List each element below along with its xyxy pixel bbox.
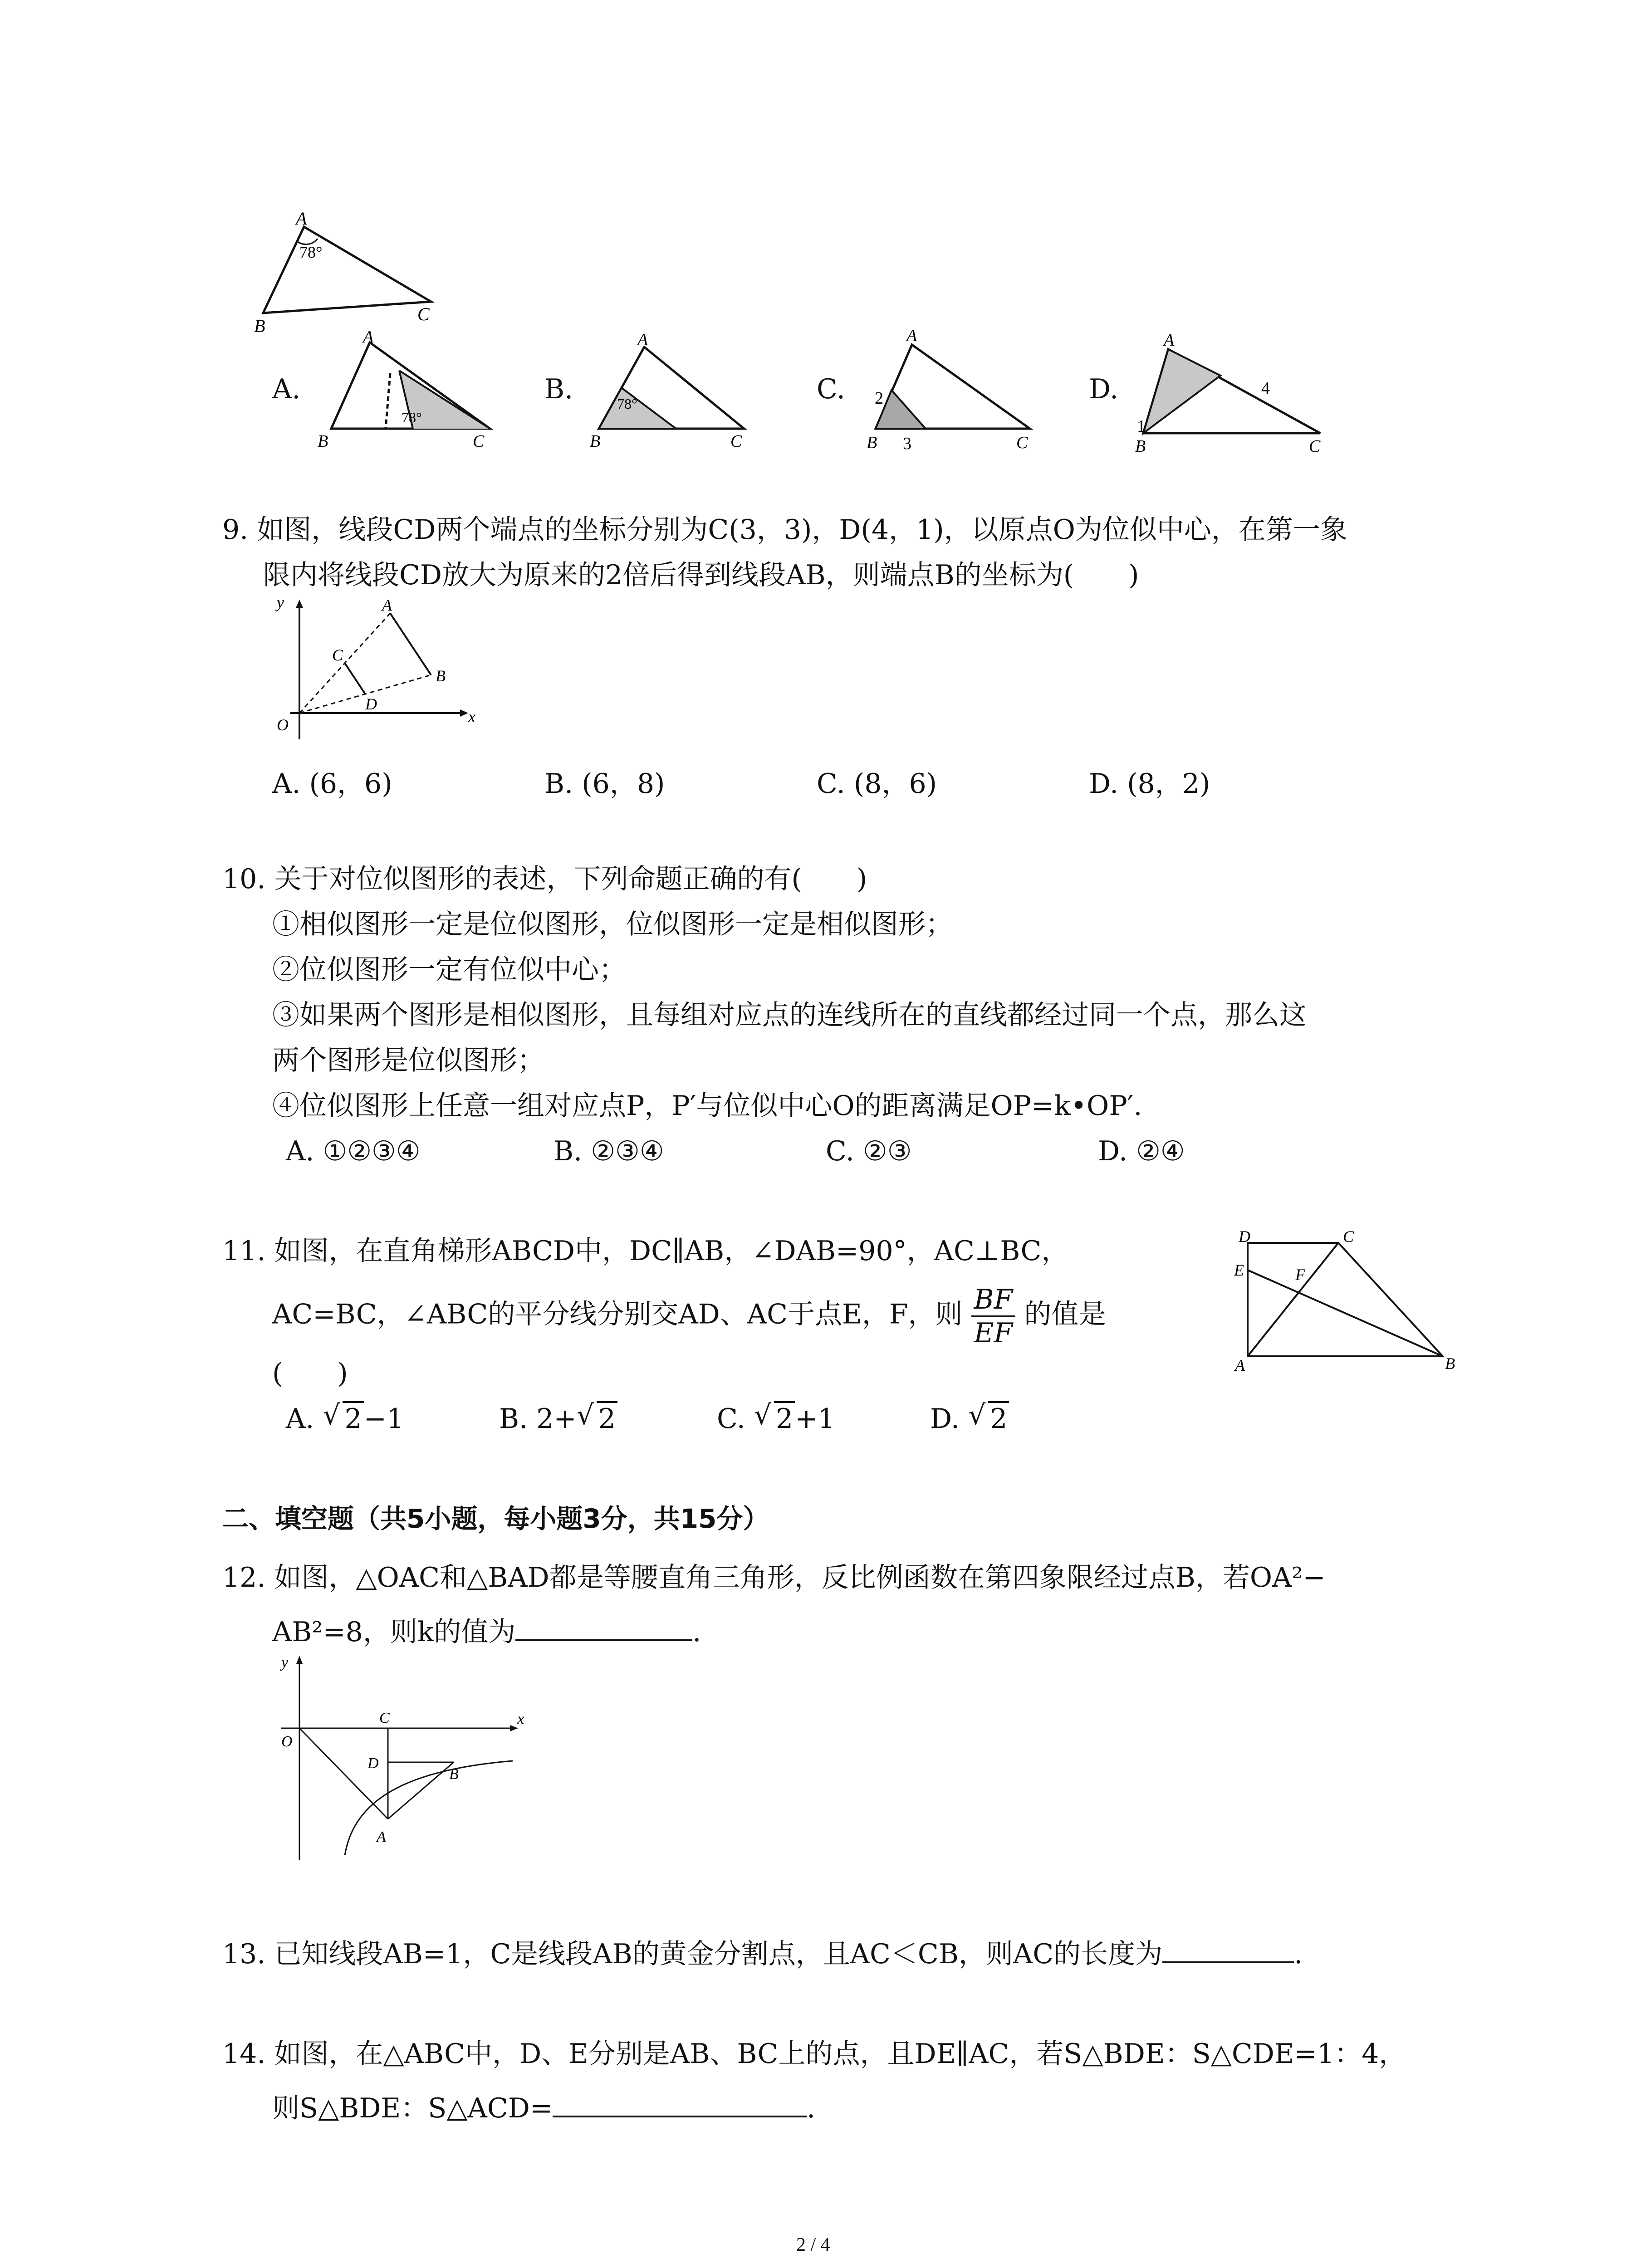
page-number: 2 / 4 (796, 2234, 830, 2255)
q9-line2: 限内将线段CD放大为原来的2倍后得到线段AB，则端点B的坐标为( ) (263, 559, 1139, 591)
q13-text: 13. 已知线段AB=1，C是线段AB的黄金分割点，且AC＜CB，则AC的长度为 (222, 1938, 1163, 1970)
q8-option-d-figure (1125, 318, 1338, 458)
q10-option-d[interactable]: D. ②④ (1098, 1135, 1185, 1167)
q8-option-c-figure (857, 322, 1048, 454)
q11-option-b-letter: B. (499, 1403, 528, 1435)
q8-opt-a-label-b: B (318, 432, 328, 449)
q10-option-a[interactable]: A. ①②③④ (286, 1135, 421, 1167)
q8-opt-a-label-a: A (363, 329, 374, 347)
q11-frac-num: BF (971, 1284, 1016, 1317)
q12-label-b: B (449, 1766, 459, 1783)
q11-option-d-sqrt: √ 2 (968, 1397, 1009, 1441)
q11-option-b[interactable] (499, 1397, 617, 1441)
q12-figure (268, 1651, 531, 1869)
q11-option-d-rad: 2 (988, 1401, 1009, 1435)
q12-line1: 12. 如图，△OAC和△BAD都是等腰直角三角形，反比例函数在第四象限经过点B，若OA²− (222, 1562, 1326, 1593)
q11-option-c-sqrt: √ 2 (754, 1397, 795, 1441)
q12-label-o: O (281, 1733, 293, 1750)
q9-label-a: A (382, 596, 392, 614)
q12-label-a: A (377, 1828, 386, 1845)
q14-line2 (272, 2087, 815, 2130)
q12-axis-y: y (281, 1654, 289, 1671)
q8-opt-c-label-c: C (1016, 433, 1028, 452)
q13-line (222, 1932, 1303, 1976)
q10-item-2: ②位似图形一定有位似中心； (272, 954, 626, 986)
q9-axis-x: x (468, 708, 475, 726)
q11-frac-den: EF (974, 1317, 1013, 1349)
q11-option-b-sqrt: √ 2 (577, 1397, 617, 1441)
q8-opt-a-label-c: C (473, 432, 485, 449)
q10-option-b[interactable]: B. ②③④ (554, 1135, 664, 1167)
section-2-heading: 二、填空题（共5小题，每小题3分，共15分） (222, 1503, 769, 1534)
q12-label-c: C (379, 1710, 390, 1726)
q8-main-triangle (254, 204, 454, 336)
q8-main-label-a: A (296, 208, 307, 229)
q8-option-d-letter: D. (1089, 373, 1119, 405)
q8-opt-b-label-b: B (590, 432, 601, 449)
q11-label-c: C (1343, 1227, 1354, 1246)
q8-opt-b-label-c: C (730, 432, 742, 449)
q9-option-a[interactable]: A. (6，6) (272, 768, 392, 800)
q13-answer-blank[interactable] (1162, 1934, 1294, 1963)
q14-line2-end: . (807, 2092, 816, 2124)
q10-item-3: ③如果两个图形是相似图形，且每组对应点的连线所在的直线都经过同一个点，那么这 (272, 999, 1307, 1031)
q8-opt-b-angle: 78° (617, 396, 637, 412)
q8-opt-c-n2: 3 (903, 434, 911, 453)
q8-main-label-b: B (254, 316, 265, 336)
q8-opt-d-label-b: B (1135, 437, 1146, 456)
q11-option-c-post: +1 (795, 1403, 835, 1435)
q8-opt-c-n1: 2 (875, 389, 883, 408)
q12-axis-x: x (517, 1711, 524, 1727)
q8-opt-d-label-c: C (1309, 437, 1321, 456)
q8-option-a-letter: A. (272, 373, 301, 405)
q11-option-c-letter: C. (717, 1403, 745, 1435)
q9-label-o: O (277, 716, 289, 734)
q11-label-e: E (1234, 1261, 1244, 1279)
q9-option-d[interactable]: D. (8，2) (1089, 768, 1210, 800)
q8-opt-b-label-a: A (637, 330, 648, 349)
q10-stem: 10. 关于对位似图形的表述，下列命题正确的有( ) (222, 863, 867, 895)
q11-figure (1225, 1225, 1479, 1379)
q11-line1: 11. 如图，在直角梯形ABCD中，DC∥AB，∠DAB=90°，AC⊥BC， (222, 1235, 1069, 1267)
q13-end: . (1294, 1938, 1303, 1970)
q11-label-a: A (1235, 1356, 1245, 1374)
q11-option-d[interactable] (930, 1397, 1009, 1441)
q11-line2-pre: AC=BC，∠ABC的平分线分别交AD、AC于点E，F，则 (272, 1298, 963, 1330)
q14-answer-blank[interactable] (553, 2088, 807, 2117)
q11-option-a-post: −1 (363, 1403, 404, 1435)
q9-label-c: C (332, 646, 343, 664)
q8-main-angle: 78° (299, 243, 323, 261)
q9-option-b[interactable]: B. (6，8) (544, 768, 665, 800)
q12-line2 (272, 1610, 701, 1654)
q11-line2-post: 的值是 (1024, 1298, 1106, 1330)
q9-label-d: D (365, 695, 377, 713)
q12-label-d: D (367, 1755, 379, 1772)
q11-label-b: B (1445, 1354, 1455, 1373)
q11-option-d-letter: D. (930, 1403, 960, 1435)
q14-line1: 14. 如图，在△ABC中，D、E分别是AB、BC上的点，且DE∥AC，若S△BDE：S△CDE=1：4， (222, 2038, 1406, 2070)
q12-answer-blank[interactable] (515, 1612, 692, 1641)
q12-line2-end: . (692, 1616, 701, 1648)
q10-option-c[interactable]: C. ②③ (826, 1135, 912, 1167)
q11-option-a-sqrt: √ 2 (323, 1397, 363, 1441)
q8-opt-d-n2: 4 (1261, 379, 1270, 398)
q11-fraction (971, 1284, 1016, 1349)
q9-option-c[interactable]: C. (8，6) (817, 768, 937, 800)
q11-option-a[interactable] (286, 1397, 404, 1441)
q9-label-b: B (436, 667, 446, 685)
q8-opt-d-label-a: A (1164, 331, 1175, 350)
q11-option-b-rad: 2 (597, 1401, 617, 1435)
q14-line2-text: 则S△BDE：S△ACD= (272, 2092, 553, 2124)
q8-opt-c-label-a: A (906, 326, 917, 345)
q11-label-f: F (1295, 1266, 1305, 1284)
q8-option-b-figure (585, 329, 762, 449)
q11-line2 (272, 1284, 1106, 1349)
q11-option-a-letter: A. (286, 1403, 314, 1435)
q8-opt-c-label-b: B (867, 433, 877, 452)
q10-item-3-cont: 两个图形是位似图形； (272, 1045, 544, 1076)
q11-option-b-pre: 2+ (536, 1403, 577, 1435)
q8-option-b-letter: B. (544, 373, 573, 405)
q11-option-c-rad: 2 (774, 1401, 795, 1435)
q8-opt-d-n1: 1 (1137, 417, 1146, 436)
q10-item-1: ①相似图形一定是位似图形，位似图形一定是相似图形； (272, 909, 953, 940)
q8-option-a-figure (313, 329, 504, 449)
q11-label-d: D (1239, 1227, 1250, 1246)
q9-line1: 9. 如图，线段CD两个端点的坐标分别为C(3，3)，D(4，1)，以原点O为位似中心，在第一象 (222, 514, 1347, 546)
q12-line2-text: AB²=8，则k的值为 (272, 1616, 516, 1648)
q9-axis-y: y (277, 594, 284, 611)
q8-main-label-c: C (417, 304, 430, 324)
q8-opt-a-angle: 78° (402, 409, 422, 425)
q11-option-c[interactable] (717, 1397, 835, 1441)
q8-option-c-letter: C. (817, 373, 845, 405)
q9-figure (263, 594, 476, 748)
q11-option-a-rad: 2 (343, 1401, 363, 1435)
q10-item-4: ④位似图形上任意一组对应点P，P′与位似中心O的距离满足OP=k•OP′. (272, 1090, 1142, 1122)
q11-line3: ( ) (272, 1358, 348, 1389)
